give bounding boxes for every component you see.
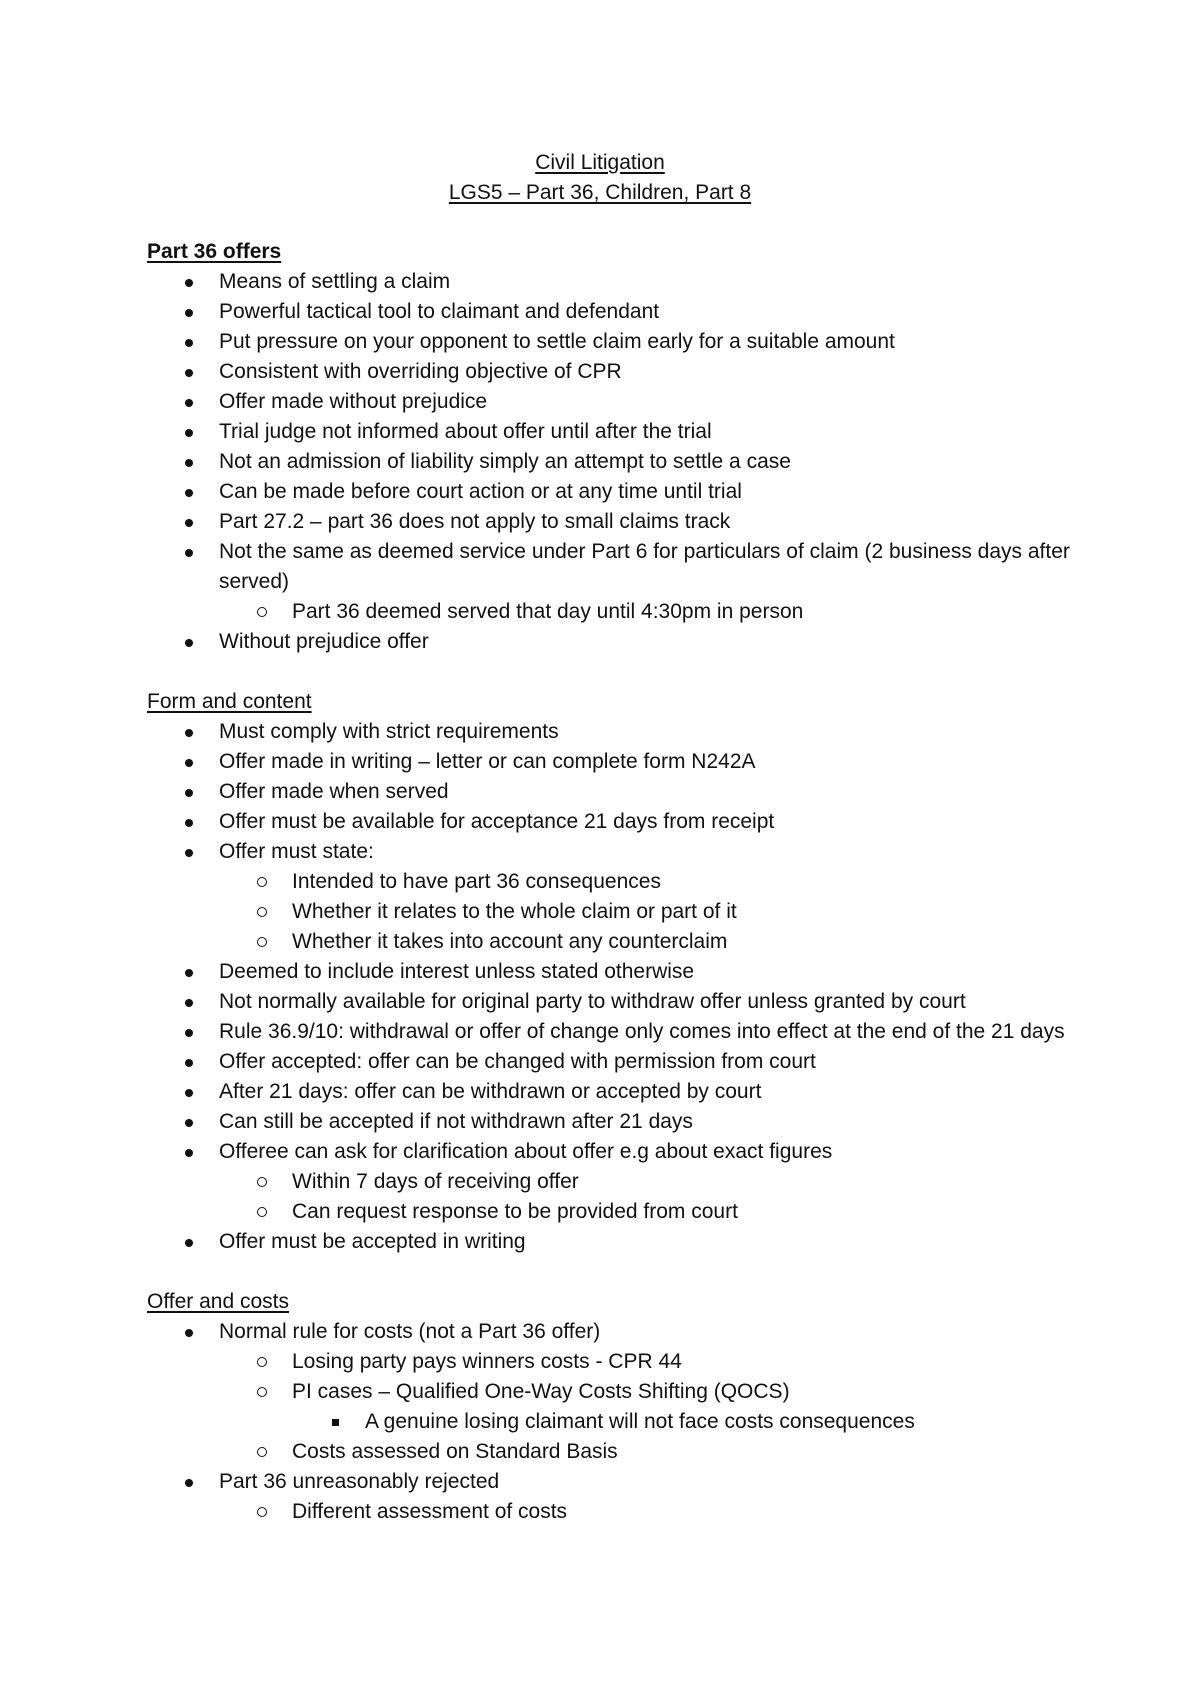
section-heading: Offer and costs: [147, 1290, 290, 1313]
list-item: Part 36 unreasonably rejected Different assessment of costs: [147, 1467, 1077, 1527]
bullet-circle-icon: [257, 937, 267, 947]
list-item: Rule 36.9/10: withdrawal or offer of change only comes into effect at the end of the 21 days: [147, 1017, 1077, 1047]
bullet-dot-icon: [185, 429, 193, 437]
bullet-circle-icon: [257, 907, 267, 917]
bullet-circle-icon: [257, 607, 267, 617]
bullet-circle-icon: [257, 877, 267, 887]
bullet-dot-icon: [185, 1059, 193, 1067]
sub-sub-list: [292, 1407, 1077, 1437]
list-item: Powerful tactical tool to claimant and defendant: [147, 297, 1077, 327]
bullet-circle-icon: [257, 1207, 267, 1217]
list-item: Offer must state: Intended to have part 36 consequences Whether it relates to the whole claim or part of it Whether it takes into account any counterclaim: [147, 837, 1077, 957]
sub-list-item: Within 7 days of receiving offer: [219, 1167, 1077, 1197]
list-item: Trial judge not informed about offer until after the trial: [147, 417, 1077, 447]
bullet-dot-icon: [185, 849, 193, 857]
bullet-dot-icon: [185, 519, 193, 527]
sub-list: [219, 1347, 1077, 1467]
sub-list-item: Intended to have part 36 consequences: [219, 867, 1077, 897]
bullet-dot-icon: [185, 549, 193, 557]
bullet-dot-icon: [185, 369, 193, 377]
section-offer-and-costs: [147, 1287, 1077, 1527]
list-item: Offer made in writing – letter or can complete form N242A: [147, 747, 1077, 777]
bullet-dot-icon: [185, 729, 193, 737]
bullet-list: [147, 1317, 1077, 1527]
list-item: Can still be accepted if not withdrawn after 21 days: [147, 1107, 1077, 1137]
bullet-list: [147, 267, 1077, 657]
sub-list: [219, 1497, 1077, 1527]
list-item: Not an admission of liability simply an attempt to settle a case: [147, 447, 1077, 477]
bullet-dot-icon: [185, 279, 193, 287]
bullet-dot-icon: [185, 1149, 193, 1157]
bullet-dot-icon: [185, 999, 193, 1007]
bullet-circle-icon: [257, 1177, 267, 1187]
list-item: Means of settling a claim: [147, 267, 1077, 297]
bullet-dot-icon: [185, 399, 193, 407]
sub-list-item: PI cases – Qualified One-Way Costs Shifting (QOCS) A genuine losing claimant will not face costs consequences: [219, 1377, 1077, 1437]
list-item: Offer made when served: [147, 777, 1077, 807]
list-item: Can be made before court action or at any time until trial: [147, 477, 1077, 507]
bullet-dot-icon: [185, 819, 193, 827]
list-item: Offer accepted: offer can be changed with permission from court: [147, 1047, 1077, 1077]
bullet-circle-icon: [257, 1447, 267, 1457]
sub-list-item: Losing party pays winners costs - CPR 44: [219, 1347, 1077, 1377]
section-part36-offers: [147, 237, 1077, 657]
document-title: Civil Litigation: [535, 151, 665, 174]
list-item: After 21 days: offer can be withdrawn or accepted by court: [147, 1077, 1077, 1107]
list-item: Put pressure on your opponent to settle claim early for a suitable amount: [147, 327, 1077, 357]
bullet-dot-icon: [185, 1479, 193, 1487]
list-item: Offer must be available for acceptance 21 days from receipt: [147, 807, 1077, 837]
section-form-and-content: [147, 687, 1077, 1257]
list-item: Normal rule for costs (not a Part 36 offer) Losing party pays winners costs - CPR 44 PI cases – Qualified One-Way Costs Shifting (QOCS) A genuine losing claimant will not face costs consequences Costs assessed on Standard Basis: [147, 1317, 1077, 1467]
bullet-dot-icon: [185, 789, 193, 797]
sub-list: [219, 597, 1077, 627]
bullet-dot-icon: [185, 759, 193, 767]
bullet-circle-icon: [257, 1507, 267, 1517]
sub-list-item: Costs assessed on Standard Basis: [219, 1437, 1077, 1467]
bullet-dot-icon: [185, 1329, 193, 1337]
sub-list: [219, 867, 1077, 957]
bullet-circle-icon: [257, 1357, 267, 1367]
list-item: Deemed to include interest unless stated otherwise: [147, 957, 1077, 987]
bullet-dot-icon: [185, 639, 193, 647]
bullet-dot-icon: [185, 969, 193, 977]
document-subtitle: LGS5 – Part 36, Children, Part 8: [448, 181, 752, 204]
bullet-list: [147, 717, 1077, 1257]
list-item: Consistent with overriding objective of CPR: [147, 357, 1077, 387]
bullet-dot-icon: [185, 309, 193, 317]
list-item: Not normally available for original party to withdraw offer unless granted by court: [147, 987, 1077, 1017]
list-item: Offer must be accepted in writing: [147, 1227, 1077, 1257]
list-item: Offeree can ask for clarification about offer e.g about exact figures Within 7 days of receiving offer Can request response to be provided from court: [147, 1137, 1077, 1227]
sub-list-item: Can request response to be provided from court: [219, 1197, 1077, 1227]
sub-sub-list-item: A genuine losing claimant will not face costs consequences: [292, 1407, 1077, 1437]
document-body: [147, 237, 1077, 1527]
bullet-dot-icon: [185, 1029, 193, 1037]
sub-list: [219, 1167, 1077, 1227]
sub-list-item: Different assessment of costs: [219, 1497, 1077, 1527]
bullet-dot-icon: [185, 489, 193, 497]
list-item: Part 27.2 – part 36 does not apply to small claims track: [147, 507, 1077, 537]
bullet-square-icon: [332, 1419, 339, 1426]
bullet-dot-icon: [185, 1239, 193, 1247]
section-heading: Form and content: [147, 690, 312, 713]
sub-list-item: Whether it takes into account any counterclaim: [219, 927, 1077, 957]
list-item: Without prejudice offer: [147, 627, 1077, 657]
bullet-circle-icon: [257, 1387, 267, 1397]
list-item: Must comply with strict requirements: [147, 717, 1077, 747]
sub-list-item: Part 36 deemed served that day until 4:30pm in person: [219, 597, 1077, 627]
list-item: Offer made without prejudice: [147, 387, 1077, 417]
bullet-dot-icon: [185, 1089, 193, 1097]
sub-list-item: Whether it relates to the whole claim or part of it: [219, 897, 1077, 927]
bullet-dot-icon: [185, 1119, 193, 1127]
list-item: Not the same as deemed service under Part 6 for particulars of claim (2 business days after served) Part 36 deemed served that day until 4:30pm in person: [147, 537, 1077, 627]
title-block: [0, 148, 1200, 208]
bullet-dot-icon: [185, 339, 193, 347]
bullet-dot-icon: [185, 459, 193, 467]
section-heading: Part 36 offers: [147, 240, 282, 263]
